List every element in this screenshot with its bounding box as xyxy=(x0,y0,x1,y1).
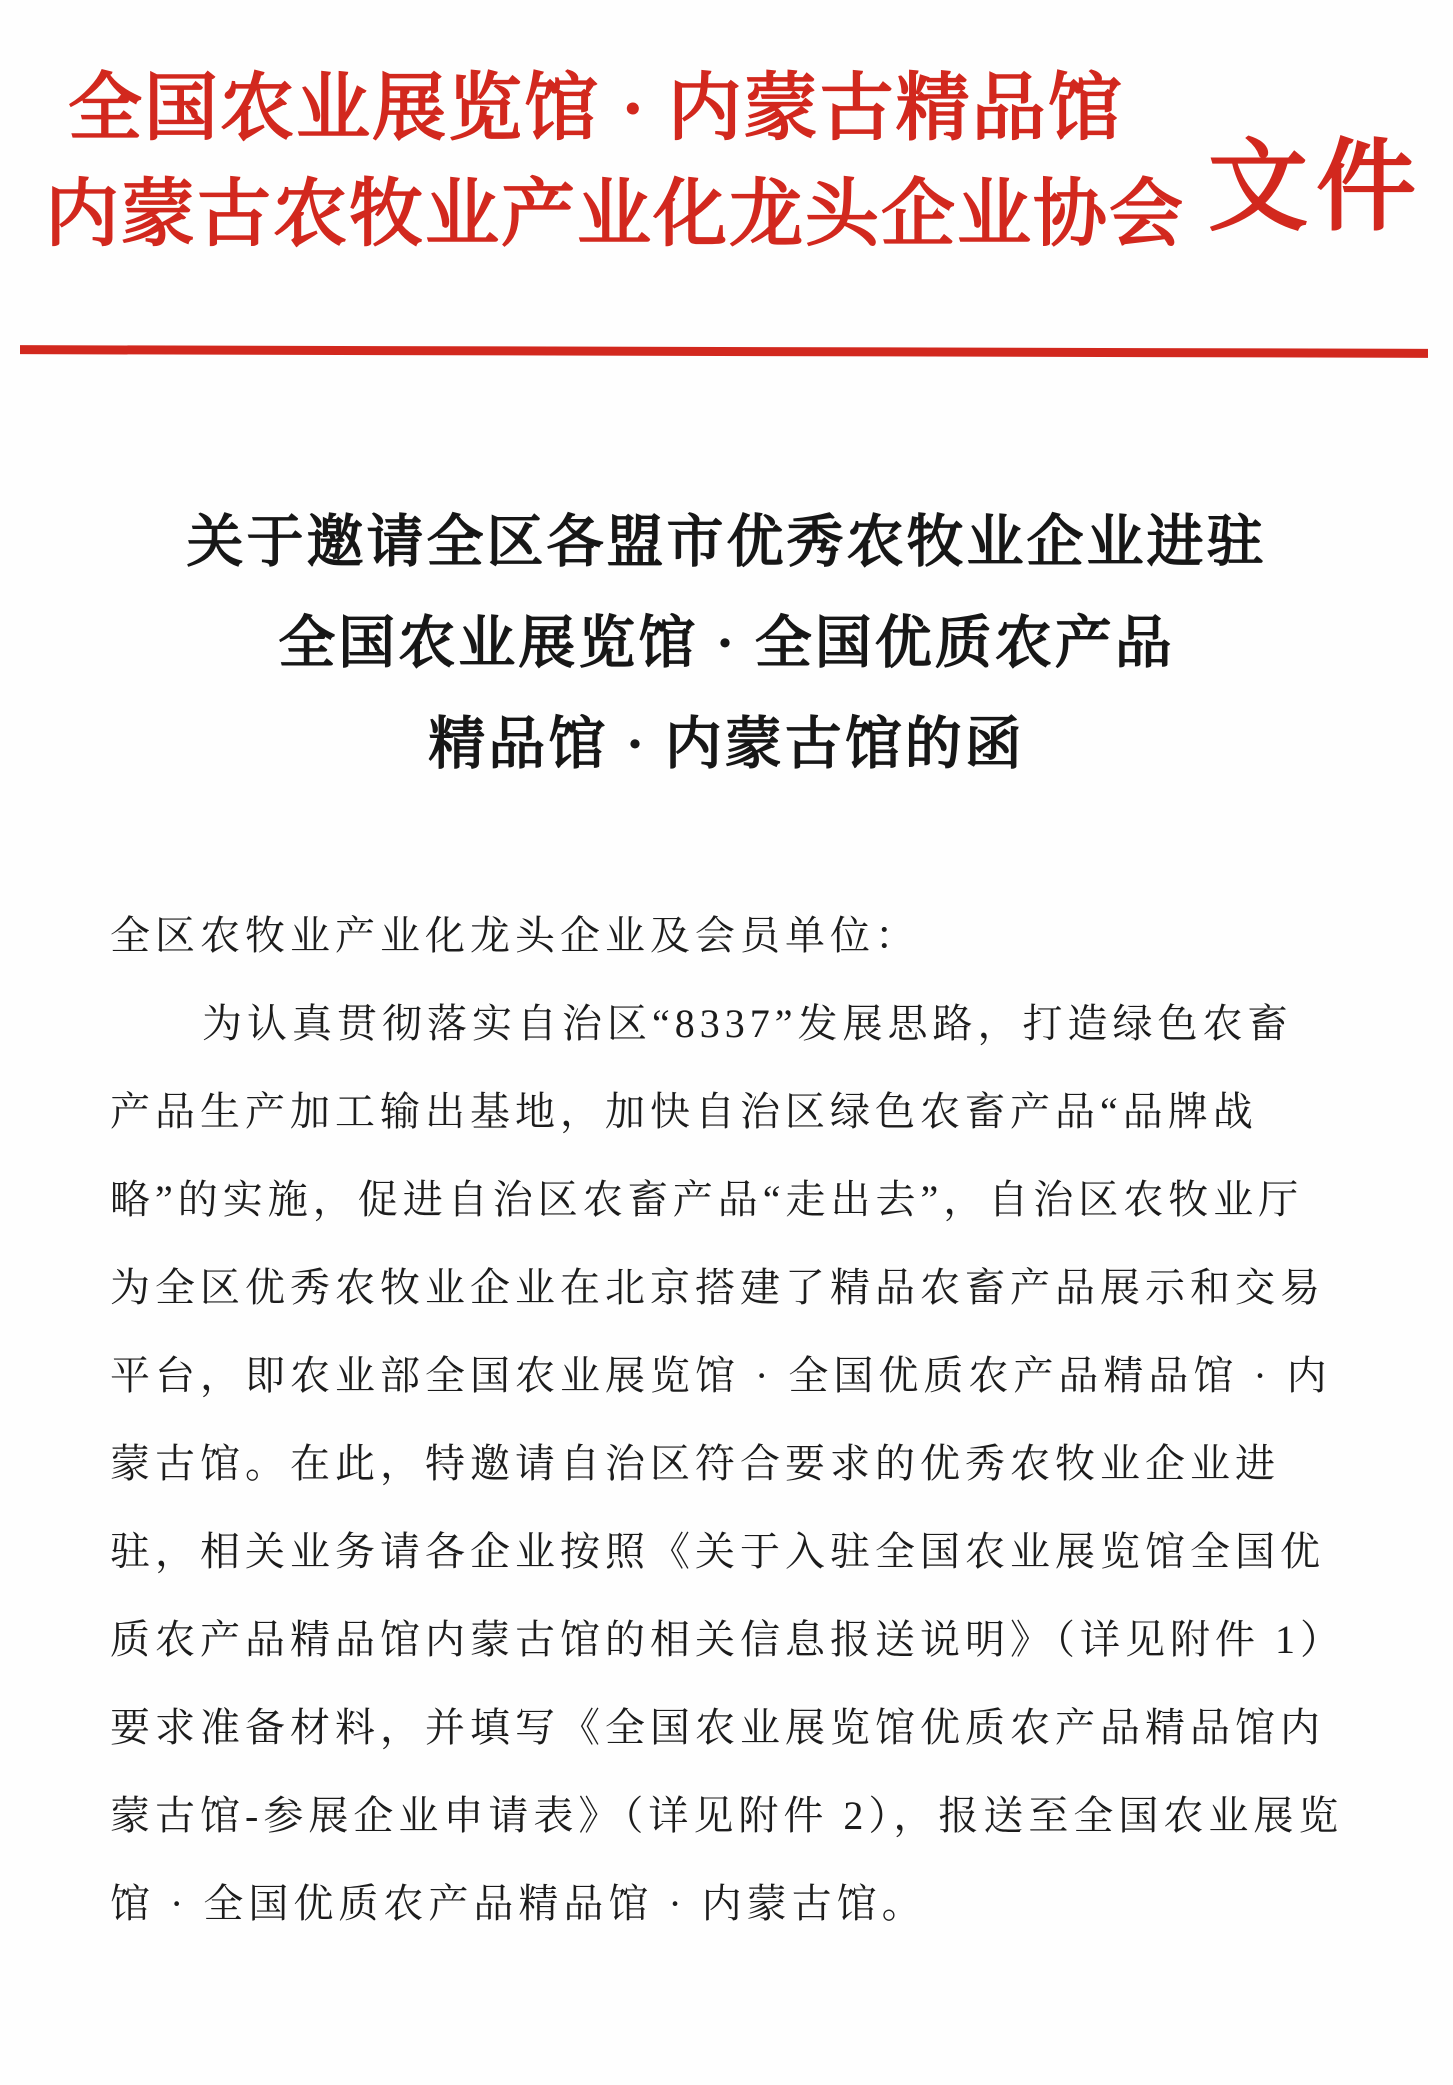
body-line: 要求准备材料，并填写《全国农业展览馆优质农产品精品馆内 xyxy=(110,1705,1325,1750)
body-line: 馆 · 全国优质农产品精品馆 · 内蒙古馆。 xyxy=(110,1881,927,1926)
letterhead-divider-rule xyxy=(20,345,1428,358)
body-line: 为全区优秀农牧业企业在北京搭建了精品农畜产品展示和交易 xyxy=(110,1265,1325,1310)
document-title-line2: 全国农业展览馆 · 全国优质农产品 xyxy=(278,612,1175,675)
document-body xyxy=(110,892,1350,1948)
document-title xyxy=(0,492,1453,795)
body-line: 略”的实施，促进自治区农畜产品“走出去”，自治区农牧业厅 xyxy=(110,1177,1304,1222)
doc-type-label: 文件 xyxy=(1208,132,1424,243)
body-line: 为认真贯彻落实自治区“8337”发展思路，打造绿色农畜 xyxy=(202,1001,1293,1046)
body-line: 蒙古馆。在此，特邀请自治区符合要求的优秀农牧业企业进 xyxy=(110,1441,1280,1486)
letterhead-org-line1: 全国农业展览馆 · 内蒙古精品馆 xyxy=(68,68,1124,150)
body-line: 产品生产加工输出基地，加快自治区绿色农畜产品“品牌战 xyxy=(110,1089,1258,1134)
salutation-line: 全区农牧业产业化龙头企业及会员单位： xyxy=(110,913,920,958)
body-line: 平台，即农业部全国农业展览馆 · 全国优质农产品精品馆 · 内 xyxy=(110,1353,1332,1398)
body-line: 驻，相关业务请各企业按照《关于入驻全国农业展览馆全国优 xyxy=(110,1529,1325,1574)
body-line: 蒙古馆-参展企业申请表》（详见附件 2），报送至全国农业展览 xyxy=(110,1793,1344,1838)
body-line: 质农产品精品馆内蒙古馆的相关信息报送说明》（详见附件 1） xyxy=(110,1617,1345,1662)
document-title-line1: 关于邀请全区各盟市优秀农牧业企业进驻 xyxy=(186,511,1267,574)
letterhead-org-line2: 内蒙古农牧业产业化龙头企业协会 xyxy=(45,174,1185,256)
document-title-line3: 精品馆 · 内蒙古馆的函 xyxy=(428,713,1025,776)
